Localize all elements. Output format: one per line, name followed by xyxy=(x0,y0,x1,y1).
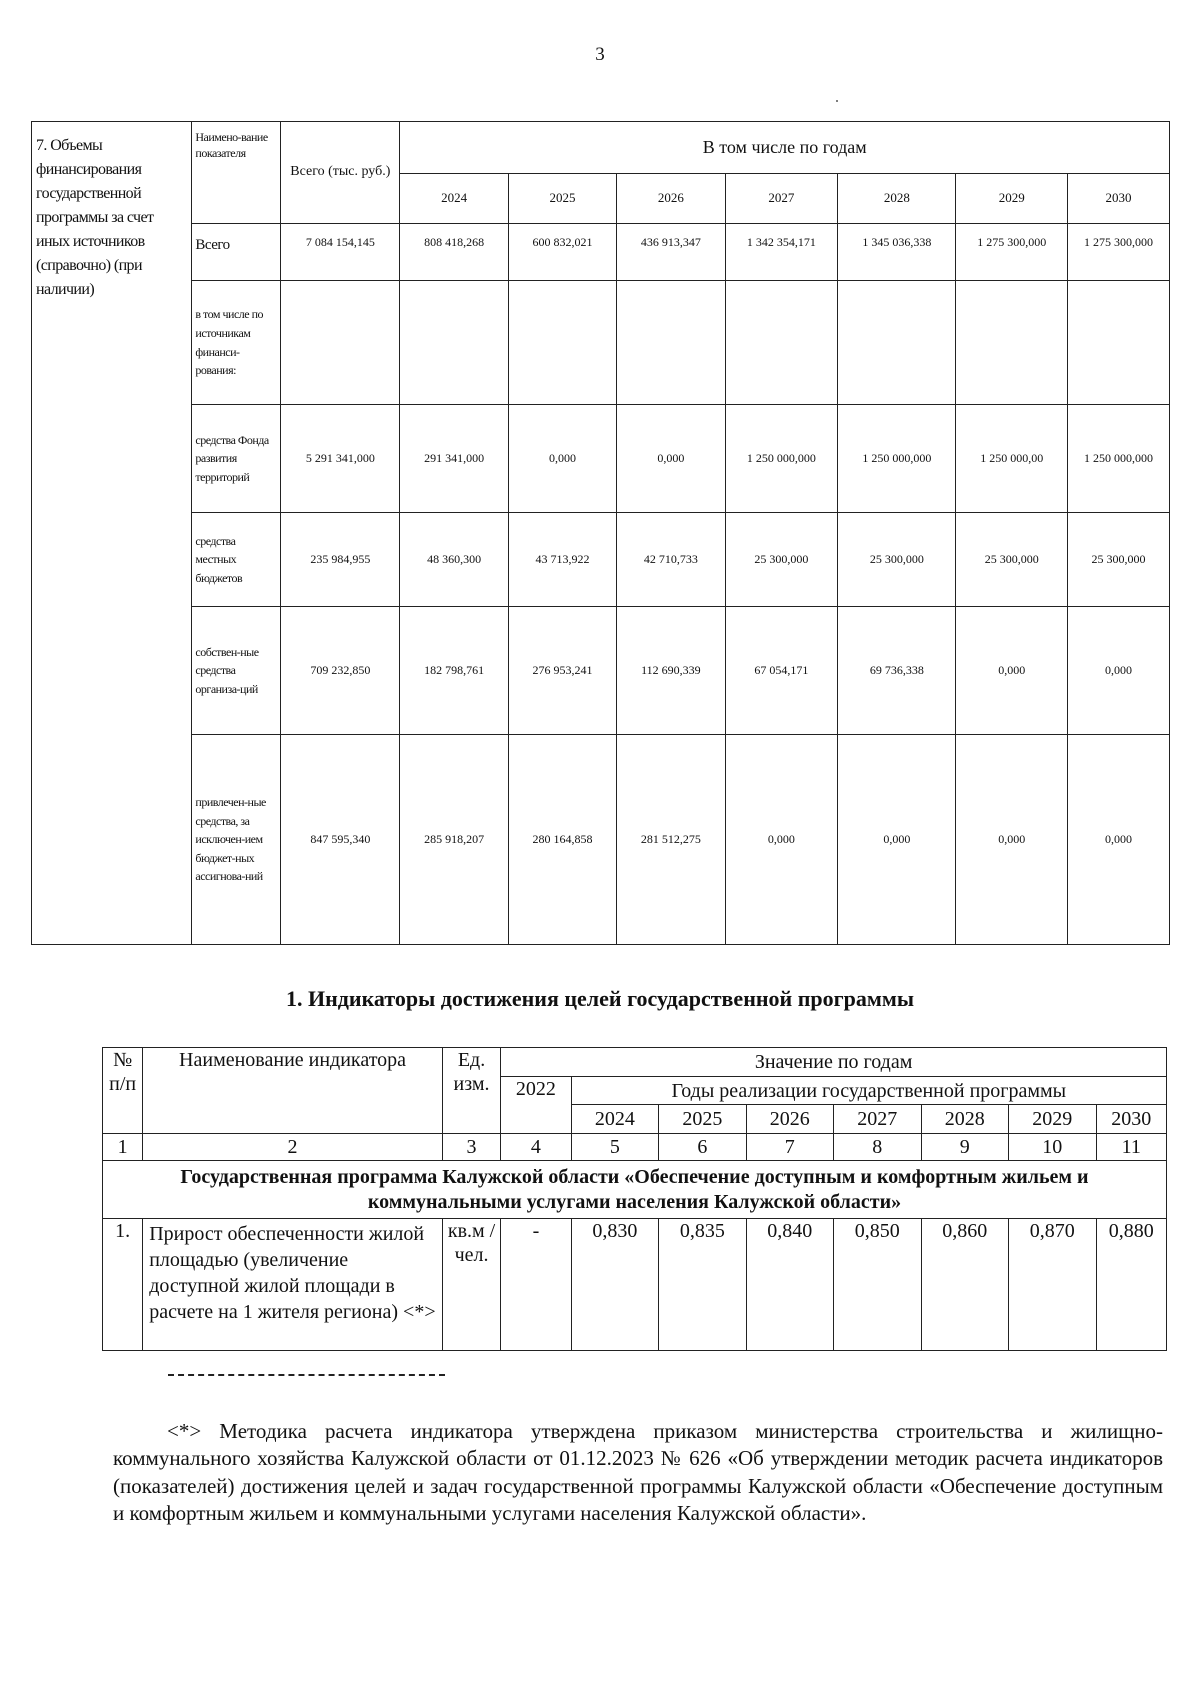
header-year: 2024 xyxy=(571,1105,658,1134)
row-value: 0,000 xyxy=(838,735,956,945)
financing-row xyxy=(32,405,1170,513)
column-number: 11 xyxy=(1096,1134,1167,1161)
scan-speck xyxy=(836,100,838,102)
indicator-unit: кв.м /чел. xyxy=(442,1219,500,1351)
row-name: собствен-ные средства организа-ций xyxy=(192,607,281,735)
header-year: 2029 xyxy=(1009,1105,1096,1134)
header-year: 2027 xyxy=(834,1105,921,1134)
header-values-by-year: Значение по годам xyxy=(501,1048,1167,1077)
header-year: 2030 xyxy=(1068,174,1170,224)
row-value: 69 736,338 xyxy=(838,607,956,735)
row-value: 0,000 xyxy=(1068,607,1170,735)
indicator-value: 0,870 xyxy=(1009,1219,1096,1351)
header-by-years: В том числе по годам xyxy=(400,122,1170,174)
row-value: 281 512,275 xyxy=(617,735,725,945)
header-num: № п/п xyxy=(103,1048,143,1134)
header-year: 2028 xyxy=(838,174,956,224)
header-unit: Ед. изм. xyxy=(442,1048,500,1134)
financing-row xyxy=(32,224,1170,281)
row-value: 0,000 xyxy=(508,405,616,513)
header-year: 2025 xyxy=(659,1105,746,1134)
row-name: средства Фонда развития территорий xyxy=(192,405,281,513)
row-value xyxy=(956,281,1068,405)
footnote-text: <*> Методика расчета индикатора утверждена приказом министерства строительства и жилищно-коммунального хозяйства Калужской области от 01.12.2023 № 626 «Об утверждении методик расчета индикаторов (показателей) достижения целей и задач государственной программы Калужской области «Обеспечение доступным и комфортным жильем и коммунальными услугами населения Калужской области». xyxy=(113,1419,1163,1525)
row-value: 25 300,000 xyxy=(725,513,838,607)
row-value: 1 250 000,000 xyxy=(1068,405,1170,513)
row-value: 0,000 xyxy=(617,405,725,513)
column-number: 4 xyxy=(501,1134,571,1161)
header-year: 2028 xyxy=(921,1105,1008,1134)
financing-section-label: 7. Объемы финансирования государственной программы за счет иных источников (справочно) (при наличии) xyxy=(32,122,192,945)
financing-table xyxy=(31,121,1170,945)
indicator-value: 0,830 xyxy=(571,1219,658,1351)
column-number: 5 xyxy=(571,1134,658,1161)
header-year: 2025 xyxy=(508,174,616,224)
indicator-base-value: - xyxy=(501,1219,571,1351)
row-name: привлечен-ные средства, за исключен-ием бюджет-ных ассигнова-ний xyxy=(192,735,281,945)
indicator-name: Прирост обеспеченности жилой площадью (увеличение доступной жилой площади в расчете на 1 жителя региона) <*> xyxy=(143,1219,443,1351)
row-value: 600 832,021 xyxy=(508,224,616,281)
footnote xyxy=(113,1418,1163,1527)
row-value: 0,000 xyxy=(956,735,1068,945)
column-number: 2 xyxy=(143,1134,443,1161)
row-value: 0,000 xyxy=(725,735,838,945)
row-name: Всего xyxy=(192,224,281,281)
row-total: 5 291 341,000 xyxy=(281,405,400,513)
header-total: Всего (тыс. руб.) xyxy=(281,122,400,224)
column-number: 8 xyxy=(834,1134,921,1161)
row-value: 182 798,761 xyxy=(400,607,508,735)
header-year: 2029 xyxy=(956,174,1068,224)
row-value: 285 918,207 xyxy=(400,735,508,945)
page-number: 3 xyxy=(595,44,605,65)
column-number: 1 xyxy=(103,1134,143,1161)
row-name: в том числе по источникам финанси-рования: xyxy=(192,281,281,405)
footnote-divider xyxy=(168,1374,445,1376)
column-number: 7 xyxy=(746,1134,833,1161)
header-base-year: 2022 xyxy=(501,1077,571,1134)
row-value: 1 250 000,000 xyxy=(838,405,956,513)
row-total: 235 984,955 xyxy=(281,513,400,607)
financing-row xyxy=(32,513,1170,607)
column-number: 10 xyxy=(1009,1134,1096,1161)
indicator-value: 0,840 xyxy=(746,1219,833,1351)
column-numbers-row xyxy=(103,1134,1167,1161)
row-value: 280 164,858 xyxy=(508,735,616,945)
row-value: 0,000 xyxy=(1068,735,1170,945)
row-total: 709 232,850 xyxy=(281,607,400,735)
row-value: 276 953,241 xyxy=(508,607,616,735)
row-value xyxy=(508,281,616,405)
row-value xyxy=(400,281,508,405)
row-value xyxy=(725,281,838,405)
row-value: 67 054,171 xyxy=(725,607,838,735)
row-value: 1 345 036,338 xyxy=(838,224,956,281)
row-value: 1 342 354,171 xyxy=(725,224,838,281)
header-year: 2030 xyxy=(1096,1105,1167,1134)
row-value xyxy=(838,281,956,405)
header-indicator-name: Наименование индикатора xyxy=(143,1048,443,1134)
header-year: 2026 xyxy=(617,174,725,224)
indicator-value: 0,880 xyxy=(1096,1219,1167,1351)
header-year: 2027 xyxy=(725,174,838,224)
indicator-value: 0,850 xyxy=(834,1219,921,1351)
row-value: 25 300,000 xyxy=(1068,513,1170,607)
row-value: 291 341,000 xyxy=(400,405,508,513)
row-value: 43 713,922 xyxy=(508,513,616,607)
financing-row xyxy=(32,607,1170,735)
row-value: 1 250 000,000 xyxy=(725,405,838,513)
row-value: 25 300,000 xyxy=(838,513,956,607)
financing-row xyxy=(32,281,1170,405)
header-year: 2024 xyxy=(400,174,508,224)
row-value: 112 690,339 xyxy=(617,607,725,735)
row-value: 0,000 xyxy=(956,607,1068,735)
row-value: 808 418,268 xyxy=(400,224,508,281)
row-value: 1 275 300,000 xyxy=(956,224,1068,281)
indicators-heading: 1. Индикаторы достижения целей государственной программы xyxy=(286,986,914,1011)
row-total: 847 595,340 xyxy=(281,735,400,945)
header-indicator-name: Наимено-вание показателя xyxy=(192,122,281,224)
indicator-row xyxy=(103,1219,1167,1351)
column-number: 6 xyxy=(659,1134,746,1161)
row-value: 1 275 300,000 xyxy=(1068,224,1170,281)
column-number: 3 xyxy=(442,1134,500,1161)
row-name: средства местных бюджетов xyxy=(192,513,281,607)
program-title: Государственная программа Калужской области «Обеспечение доступным и комфортным жильем и коммунальными услугами населения Калужской области» xyxy=(103,1161,1167,1219)
indicator-num: 1. xyxy=(103,1219,143,1351)
indicator-value: 0,860 xyxy=(921,1219,1008,1351)
row-value: 42 710,733 xyxy=(617,513,725,607)
indicator-value: 0,835 xyxy=(659,1219,746,1351)
row-value: 25 300,000 xyxy=(956,513,1068,607)
row-value: 436 913,347 xyxy=(617,224,725,281)
header-year: 2026 xyxy=(746,1105,833,1134)
row-total xyxy=(281,281,400,405)
row-value: 48 360,300 xyxy=(400,513,508,607)
row-total: 7 084 154,145 xyxy=(281,224,400,281)
header-impl-years: Годы реализации государственной программы xyxy=(571,1077,1166,1105)
row-value xyxy=(1068,281,1170,405)
financing-row xyxy=(32,735,1170,945)
row-value xyxy=(617,281,725,405)
row-value: 1 250 000,00 xyxy=(956,405,1068,513)
indicators-table xyxy=(102,1047,1167,1351)
column-number: 9 xyxy=(921,1134,1008,1161)
